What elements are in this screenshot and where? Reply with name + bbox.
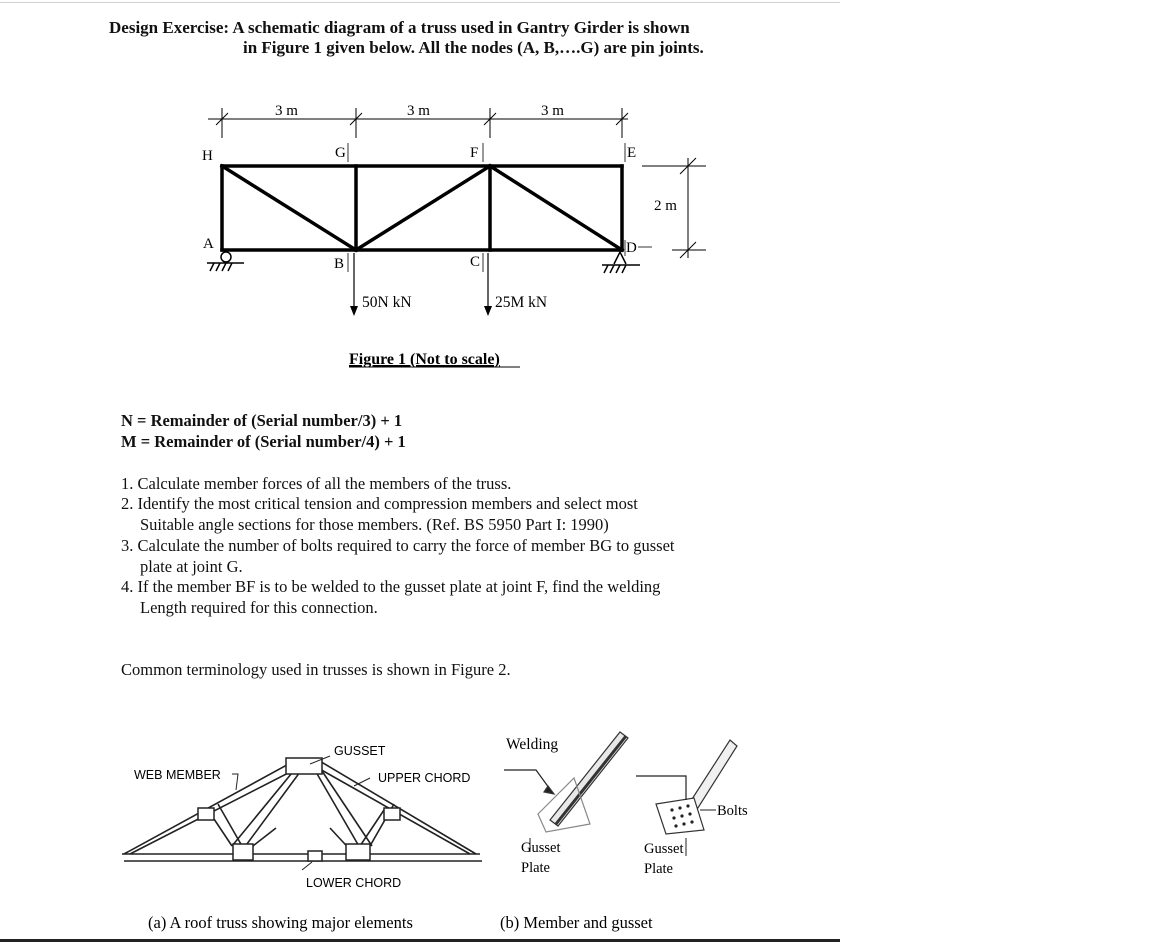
figure-2b-connection (490, 720, 790, 943)
node-label-frames (348, 143, 652, 272)
load-label-b: 50N kN (362, 294, 412, 311)
task-4-line-2: Length required for this connection. (140, 598, 378, 617)
node-label-f: F (470, 145, 479, 161)
task-2-line-1: 2. Identify the most critical tension and compression members and select most (121, 494, 638, 513)
load-label-c: 25M kN (495, 294, 548, 311)
heading-line-2: in Figure 1 given below. All the nodes (A, B,….G) are pin joints. (243, 38, 704, 57)
label-web-member: WEB MEMBER (134, 768, 221, 782)
pin-support-a (207, 252, 244, 271)
figure-2a-caption: (a) A roof truss showing major elements (148, 913, 413, 932)
task-3-line-1: 3. Calculate the number of bolts required to carry the force of member BG to gusset (121, 536, 675, 555)
formula-n: N = Remainder of (Serial number/3) + 1 (121, 411, 403, 430)
figure-1-caption: Figure 1 (Not to scale) (349, 351, 500, 368)
label-lower-chord: LOWER CHORD (306, 876, 402, 890)
heading-line-1: Design Exercise: A schematic diagram of a truss used in Gantry Girder is shown (109, 18, 690, 37)
figure-2b-caption: (b) Member and gusset (500, 913, 653, 932)
terminology-intro: Common terminology used in trusses is shown in Figure 2. (121, 660, 511, 679)
node-label-d: D (626, 240, 637, 256)
truss-members (222, 166, 622, 250)
node-label-g: G (335, 145, 346, 161)
figure-1-truss (0, 0, 840, 380)
node-label-e: E (627, 145, 637, 161)
web-leader (232, 774, 238, 790)
node-label-c: C (470, 254, 481, 270)
label-gusset-plate-2a: Gusset (644, 841, 684, 857)
task-1: 1. Calculate member forces of all the members of the truss. (121, 474, 512, 493)
node-label-b: B (334, 256, 345, 272)
label-gusset-plate-1b: Plate (521, 860, 550, 876)
label-bolts: Bolts (717, 803, 748, 819)
node-label-a: A (203, 236, 214, 252)
lower-chord-leader (302, 862, 312, 870)
label-upper-chord: UPPER CHORD (378, 771, 471, 785)
label-gusset-plate-1a: Gusset (521, 840, 561, 856)
label-gusset: GUSSET (334, 744, 386, 758)
gussets (198, 758, 400, 861)
label-welding: Welding (506, 736, 559, 753)
figure-2a-roof-truss (0, 720, 500, 943)
task-4-line-1: 4. If the member BF is to be welded to the gusset plate at joint F, find the welding (121, 577, 661, 596)
member-bf (356, 166, 490, 250)
dim-label-1: 3 m (275, 103, 298, 119)
bolted-member (636, 740, 737, 834)
dim-label-3: 3 m (541, 103, 564, 119)
member-fd (490, 166, 622, 250)
load-arrow-b (350, 253, 358, 316)
bottom-rule (0, 939, 840, 942)
node-label-h: H (202, 148, 213, 164)
dim-label-2: 3 m (407, 103, 430, 119)
dim-label-height: 2 m (654, 198, 677, 214)
label-gusset-plate-2b: Plate (644, 861, 673, 877)
load-arrow-c (484, 253, 492, 316)
formula-m: M = Remainder of (Serial number/4) + 1 (121, 432, 406, 451)
task-2-line-2: Suitable angle sections for those members. (Ref. BS 5950 Part I: 1990) (140, 515, 609, 534)
task-3-line-2: plate at joint G. (140, 557, 243, 576)
member-hb (222, 166, 356, 250)
